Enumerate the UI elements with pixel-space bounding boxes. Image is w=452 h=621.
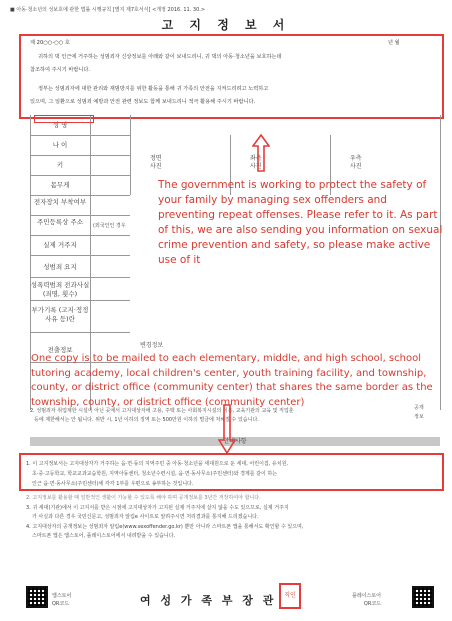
ministry-name: 여 성 가 족 부 장 관 [140,594,277,607]
label-electronic-device: 전자장치 부착여부 [33,198,87,206]
intro-line-1: 귀하의 댁 인근에 거주하는 성범죄자 신상정보를 아래와 같이 보내드리니, 귀 댁의 아동·청소년을 보호하는데 [38,54,282,60]
arrow-up-icon [252,134,270,172]
label-move-out-info: 전출정보 [47,346,73,354]
appstore-qr-label: 앱스토어 QR코드 [52,593,72,607]
change-info-label: 변경정보 [140,342,164,349]
label-criminal-record: 성폭력범죄 전과사실 (죄명, 횟수) [30,281,90,298]
notice-number: 제 20○○-○○ 호 [30,40,70,46]
regulation-line: ■ 아동·청소년의 성보호에 관한 법률 시행규칙 [별지 제7호서식] <개정 2016. 11. 30.> [10,7,206,13]
note-2c: 2. 고지정보를 활용할 때 일반적인 생활이 가능할 수 있도록 해야 하며 공개정보를 3년간 저장하여야 합니다. [26,495,261,501]
official-seal: 직인 [279,583,301,609]
note-1c: 인근 읍·면·동사무소(주민센터)에 각각 1부를 우편으로 송부하는 것입니다. [32,481,194,487]
label-crime-summary: 성범죄 요지 [43,263,77,271]
label-weight: 몸무게 [50,181,70,189]
note-2: 2. 성범죄자 취업제한 시설이 아닌 곳에서 고지대상자에 고용, 주택 또는 사회복지시설의 이용, 교육기관의 교육 및 직업훈 [30,408,294,414]
notice-section-bar: 안내사항 [30,437,440,446]
label-height: 키 [56,161,64,169]
foreigner-note: (외국인인 경우 [93,223,126,229]
side-label-info: 정보 [414,414,424,420]
label-name: 성 명 [52,121,68,129]
side-label-public: 공개 [414,405,424,411]
note-2b: 등에 제한해서는 안 됩니다. 위반 시, 1년 이하의 징역 또는 500만원 이하의 벌금에 처해질 수 있습니다. [34,417,259,423]
document-title: 고 지 정 보 서 [161,18,291,32]
label-registered-address: 주민등록상 주소 [36,218,84,226]
playstore-qr-label: 플레이스토어 QR코드 [352,593,381,607]
appstore-qr-code[interactable] [26,586,48,608]
note-4: 4. 고지대상자의 공개정보는 성범죄자 알림e(www.sexoffender.go.kr) 뿐만 아니라 스마트폰 앱을 통해서도 확인할 수 있으며, [26,524,304,530]
name-row-highlight [34,115,94,123]
arrow-down-icon [218,404,236,454]
note-4b: 스마트폰 앱은 앱스토어, 플레이스토어에서 내려받을 수 있습니다. [32,533,176,539]
note-3b: 가 사실과 다른 경우 국민신문고, 성범죄자 알림e 사이트로 알려주시면 처리결과를 통지해 드리겠습니다. [32,514,259,520]
note-1b: 초·중·고등학교, 학교교과교습학원, 지역아동센터, 청소년수련시설, 읍·면·동사무소(주민센터)와 경계를 같이 하는 [32,471,278,477]
intro-line-3: 정부는 성범죄자에 대한 관리와 재범방지를 위한 활동을 통해 귀 가족의 안전을 지켜드리려고 노력하고 [38,86,269,92]
photo-right: 우측 사진 [350,155,362,170]
label-age: 나 이 [52,141,68,149]
playstore-qr-code[interactable] [412,586,434,608]
bottom-annotation: One copy is to be mailed to each elementary, middle, and high school, school tutoring academy, local children's center, youth training facility, and township, county, or district office (community center) that shares the same border as the township, county, or district office (community center) [31,353,433,408]
label-actual-residence: 실제 거주지 [43,241,77,249]
intro-line-4: 있으며, 그 일환으로 성범죄 예방과 안전 관련 정보도 함께 보내드리니 적극 활용해 주시기 바랍니다. [30,99,256,105]
intro-line-2: 참조하여 주시기 바랍니다. [30,67,91,73]
photo-left: 좌측 사진 [250,155,262,170]
photo-front: 정면 사진 [150,155,162,170]
top-annotation: The government is working to protect the safety of your family by managing sex offenders and preventing repeat offenses. Please refer to it. As part of this, we are also sending you information on sexual crime prevention and safety, so please make active use of it [158,179,443,266]
notice-date: 년 월 [388,40,400,46]
label-additional-record: 부가기록 (고지·정정사유 등)란 [31,306,89,323]
note-1: 1. 이 고지정보서는 고지대상자가 거주하는 읍·면·동의 지역주민 중 아동·청소년을 세대원으로 둔 세대, 어린이집, 유치원, [26,461,288,467]
note-3: 3. 귀 세대(기관)에서 이 고지서를 받은 시점에 고지대상자가 고지된 실제 거주지에 살지 않을 수도 있으므로, 실제 거주지 [26,505,289,511]
